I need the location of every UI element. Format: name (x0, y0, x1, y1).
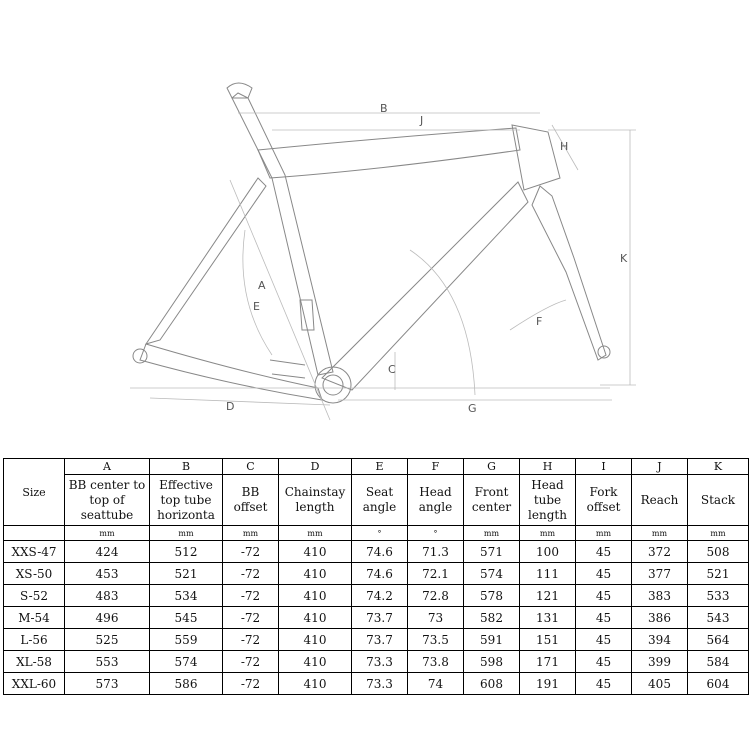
value-cell-a: 496 (65, 607, 150, 629)
column-unit-b: mm (150, 526, 223, 541)
value-cell-a: 553 (65, 651, 150, 673)
value-cell-i: 45 (576, 541, 632, 563)
value-cell-j: 377 (632, 563, 688, 585)
value-cell-b: 534 (150, 585, 223, 607)
column-name-row (4, 475, 749, 526)
column-name-c: BB offset (223, 475, 279, 526)
table-body (4, 541, 749, 695)
label-h: H (560, 140, 569, 153)
column-letter-a: A (65, 459, 150, 475)
column-name-i: Fork offset (576, 475, 632, 526)
dimension-lines (130, 113, 636, 420)
column-name-g: Front center (464, 475, 520, 526)
size-cell: S-52 (4, 585, 65, 607)
value-cell-h: 100 (520, 541, 576, 563)
value-cell-i: 45 (576, 673, 632, 695)
value-cell-j: 386 (632, 607, 688, 629)
column-letter-c: C (223, 459, 279, 475)
value-cell-k: 521 (688, 563, 749, 585)
column-unit-c: mm (223, 526, 279, 541)
value-cell-f: 73 (408, 607, 464, 629)
value-cell-g: 571 (464, 541, 520, 563)
value-cell-i: 45 (576, 607, 632, 629)
column-letter-g: G (464, 459, 520, 475)
frame-outline (133, 83, 610, 403)
label-k: K (620, 252, 628, 265)
column-name-a: BB center to top of seattube (65, 475, 150, 526)
value-cell-f: 73.8 (408, 651, 464, 673)
value-cell-h: 191 (520, 673, 576, 695)
label-f: F (536, 315, 543, 328)
value-cell-i: 45 (576, 651, 632, 673)
value-cell-k: 564 (688, 629, 749, 651)
value-cell-d: 410 (279, 563, 352, 585)
column-unit-g: mm (464, 526, 520, 541)
column-letter-k: K (688, 459, 749, 475)
value-cell-d: 410 (279, 541, 352, 563)
value-cell-d: 410 (279, 585, 352, 607)
table-row (4, 541, 749, 563)
value-cell-k: 584 (688, 651, 749, 673)
column-name-d: Chainstay length (279, 475, 352, 526)
size-cell: XXS-47 (4, 541, 65, 563)
column-name-j: Reach (632, 475, 688, 526)
column-name-e: Seat angle (352, 475, 408, 526)
dimension-labels (226, 102, 628, 415)
value-cell-i: 45 (576, 563, 632, 585)
value-cell-g: 578 (464, 585, 520, 607)
table-row (4, 673, 749, 695)
value-cell-c: -72 (223, 541, 279, 563)
value-cell-e: 73.7 (352, 629, 408, 651)
size-cell: XL-58 (4, 651, 65, 673)
value-cell-d: 410 (279, 607, 352, 629)
value-cell-a: 525 (65, 629, 150, 651)
value-cell-g: 574 (464, 563, 520, 585)
size-header: Size (4, 459, 65, 526)
column-name-k: Stack (688, 475, 749, 526)
column-letter-d: D (279, 459, 352, 475)
value-cell-f: 72.8 (408, 585, 464, 607)
label-c: C (388, 363, 396, 376)
value-cell-j: 383 (632, 585, 688, 607)
value-cell-g: 582 (464, 607, 520, 629)
size-cell: M-54 (4, 607, 65, 629)
value-cell-b: 512 (150, 541, 223, 563)
value-cell-g: 591 (464, 629, 520, 651)
value-cell-e: 73.7 (352, 607, 408, 629)
column-unit-k: mm (688, 526, 749, 541)
geometry-table (3, 458, 749, 695)
value-cell-f: 74 (408, 673, 464, 695)
column-name-f: Head angle (408, 475, 464, 526)
value-cell-j: 405 (632, 673, 688, 695)
value-cell-h: 111 (520, 563, 576, 585)
value-cell-c: -72 (223, 563, 279, 585)
column-unit-row (4, 526, 749, 541)
unit-cell-empty (4, 526, 65, 541)
value-cell-a: 573 (65, 673, 150, 695)
value-cell-c: -72 (223, 607, 279, 629)
label-b: B (380, 102, 388, 115)
value-cell-e: 73.3 (352, 673, 408, 695)
label-a: A (258, 279, 266, 292)
column-unit-d: mm (279, 526, 352, 541)
value-cell-a: 483 (65, 585, 150, 607)
value-cell-j: 399 (632, 651, 688, 673)
value-cell-h: 121 (520, 585, 576, 607)
table-row (4, 563, 749, 585)
column-unit-f: ° (408, 526, 464, 541)
value-cell-c: -72 (223, 629, 279, 651)
value-cell-b: 559 (150, 629, 223, 651)
table-row (4, 585, 749, 607)
value-cell-c: -72 (223, 585, 279, 607)
value-cell-a: 453 (65, 563, 150, 585)
size-cell: XXL-60 (4, 673, 65, 695)
value-cell-a: 424 (65, 541, 150, 563)
column-letter-h: H (520, 459, 576, 475)
column-unit-i: mm (576, 526, 632, 541)
value-cell-h: 131 (520, 607, 576, 629)
column-letter-row (4, 459, 749, 475)
column-name-b: Effective top tube horizonta (150, 475, 223, 526)
value-cell-f: 72.1 (408, 563, 464, 585)
column-name-h: Head tube length (520, 475, 576, 526)
value-cell-e: 74.6 (352, 541, 408, 563)
value-cell-c: -72 (223, 651, 279, 673)
value-cell-f: 73.5 (408, 629, 464, 651)
table-row (4, 651, 749, 673)
value-cell-f: 71.3 (408, 541, 464, 563)
value-cell-j: 394 (632, 629, 688, 651)
value-cell-j: 372 (632, 541, 688, 563)
value-cell-d: 410 (279, 673, 352, 695)
column-unit-e: ° (352, 526, 408, 541)
value-cell-b: 521 (150, 563, 223, 585)
value-cell-b: 545 (150, 607, 223, 629)
value-cell-i: 45 (576, 629, 632, 651)
column-letter-b: B (150, 459, 223, 475)
value-cell-k: 533 (688, 585, 749, 607)
label-j: J (420, 114, 424, 127)
value-cell-d: 410 (279, 651, 352, 673)
value-cell-k: 508 (688, 541, 749, 563)
column-letter-e: E (352, 459, 408, 475)
value-cell-i: 45 (576, 585, 632, 607)
column-letter-j: J (632, 459, 688, 475)
column-letter-f: F (408, 459, 464, 475)
value-cell-d: 410 (279, 629, 352, 651)
value-cell-k: 543 (688, 607, 749, 629)
size-cell: L-56 (4, 629, 65, 651)
column-unit-h: mm (520, 526, 576, 541)
column-unit-a: mm (65, 526, 150, 541)
value-cell-e: 74.2 (352, 585, 408, 607)
value-cell-e: 73.3 (352, 651, 408, 673)
value-cell-e: 74.6 (352, 563, 408, 585)
value-cell-c: -72 (223, 673, 279, 695)
value-cell-g: 598 (464, 651, 520, 673)
table-row (4, 607, 749, 629)
value-cell-b: 574 (150, 651, 223, 673)
label-g: G (468, 402, 477, 415)
value-cell-h: 171 (520, 651, 576, 673)
value-cell-g: 608 (464, 673, 520, 695)
column-unit-j: mm (632, 526, 688, 541)
value-cell-k: 604 (688, 673, 749, 695)
size-cell: XS-50 (4, 563, 65, 585)
value-cell-b: 586 (150, 673, 223, 695)
label-d: D (226, 400, 235, 413)
table-row (4, 629, 749, 651)
label-e: E (253, 300, 260, 313)
value-cell-h: 151 (520, 629, 576, 651)
column-letter-i: I (576, 459, 632, 475)
